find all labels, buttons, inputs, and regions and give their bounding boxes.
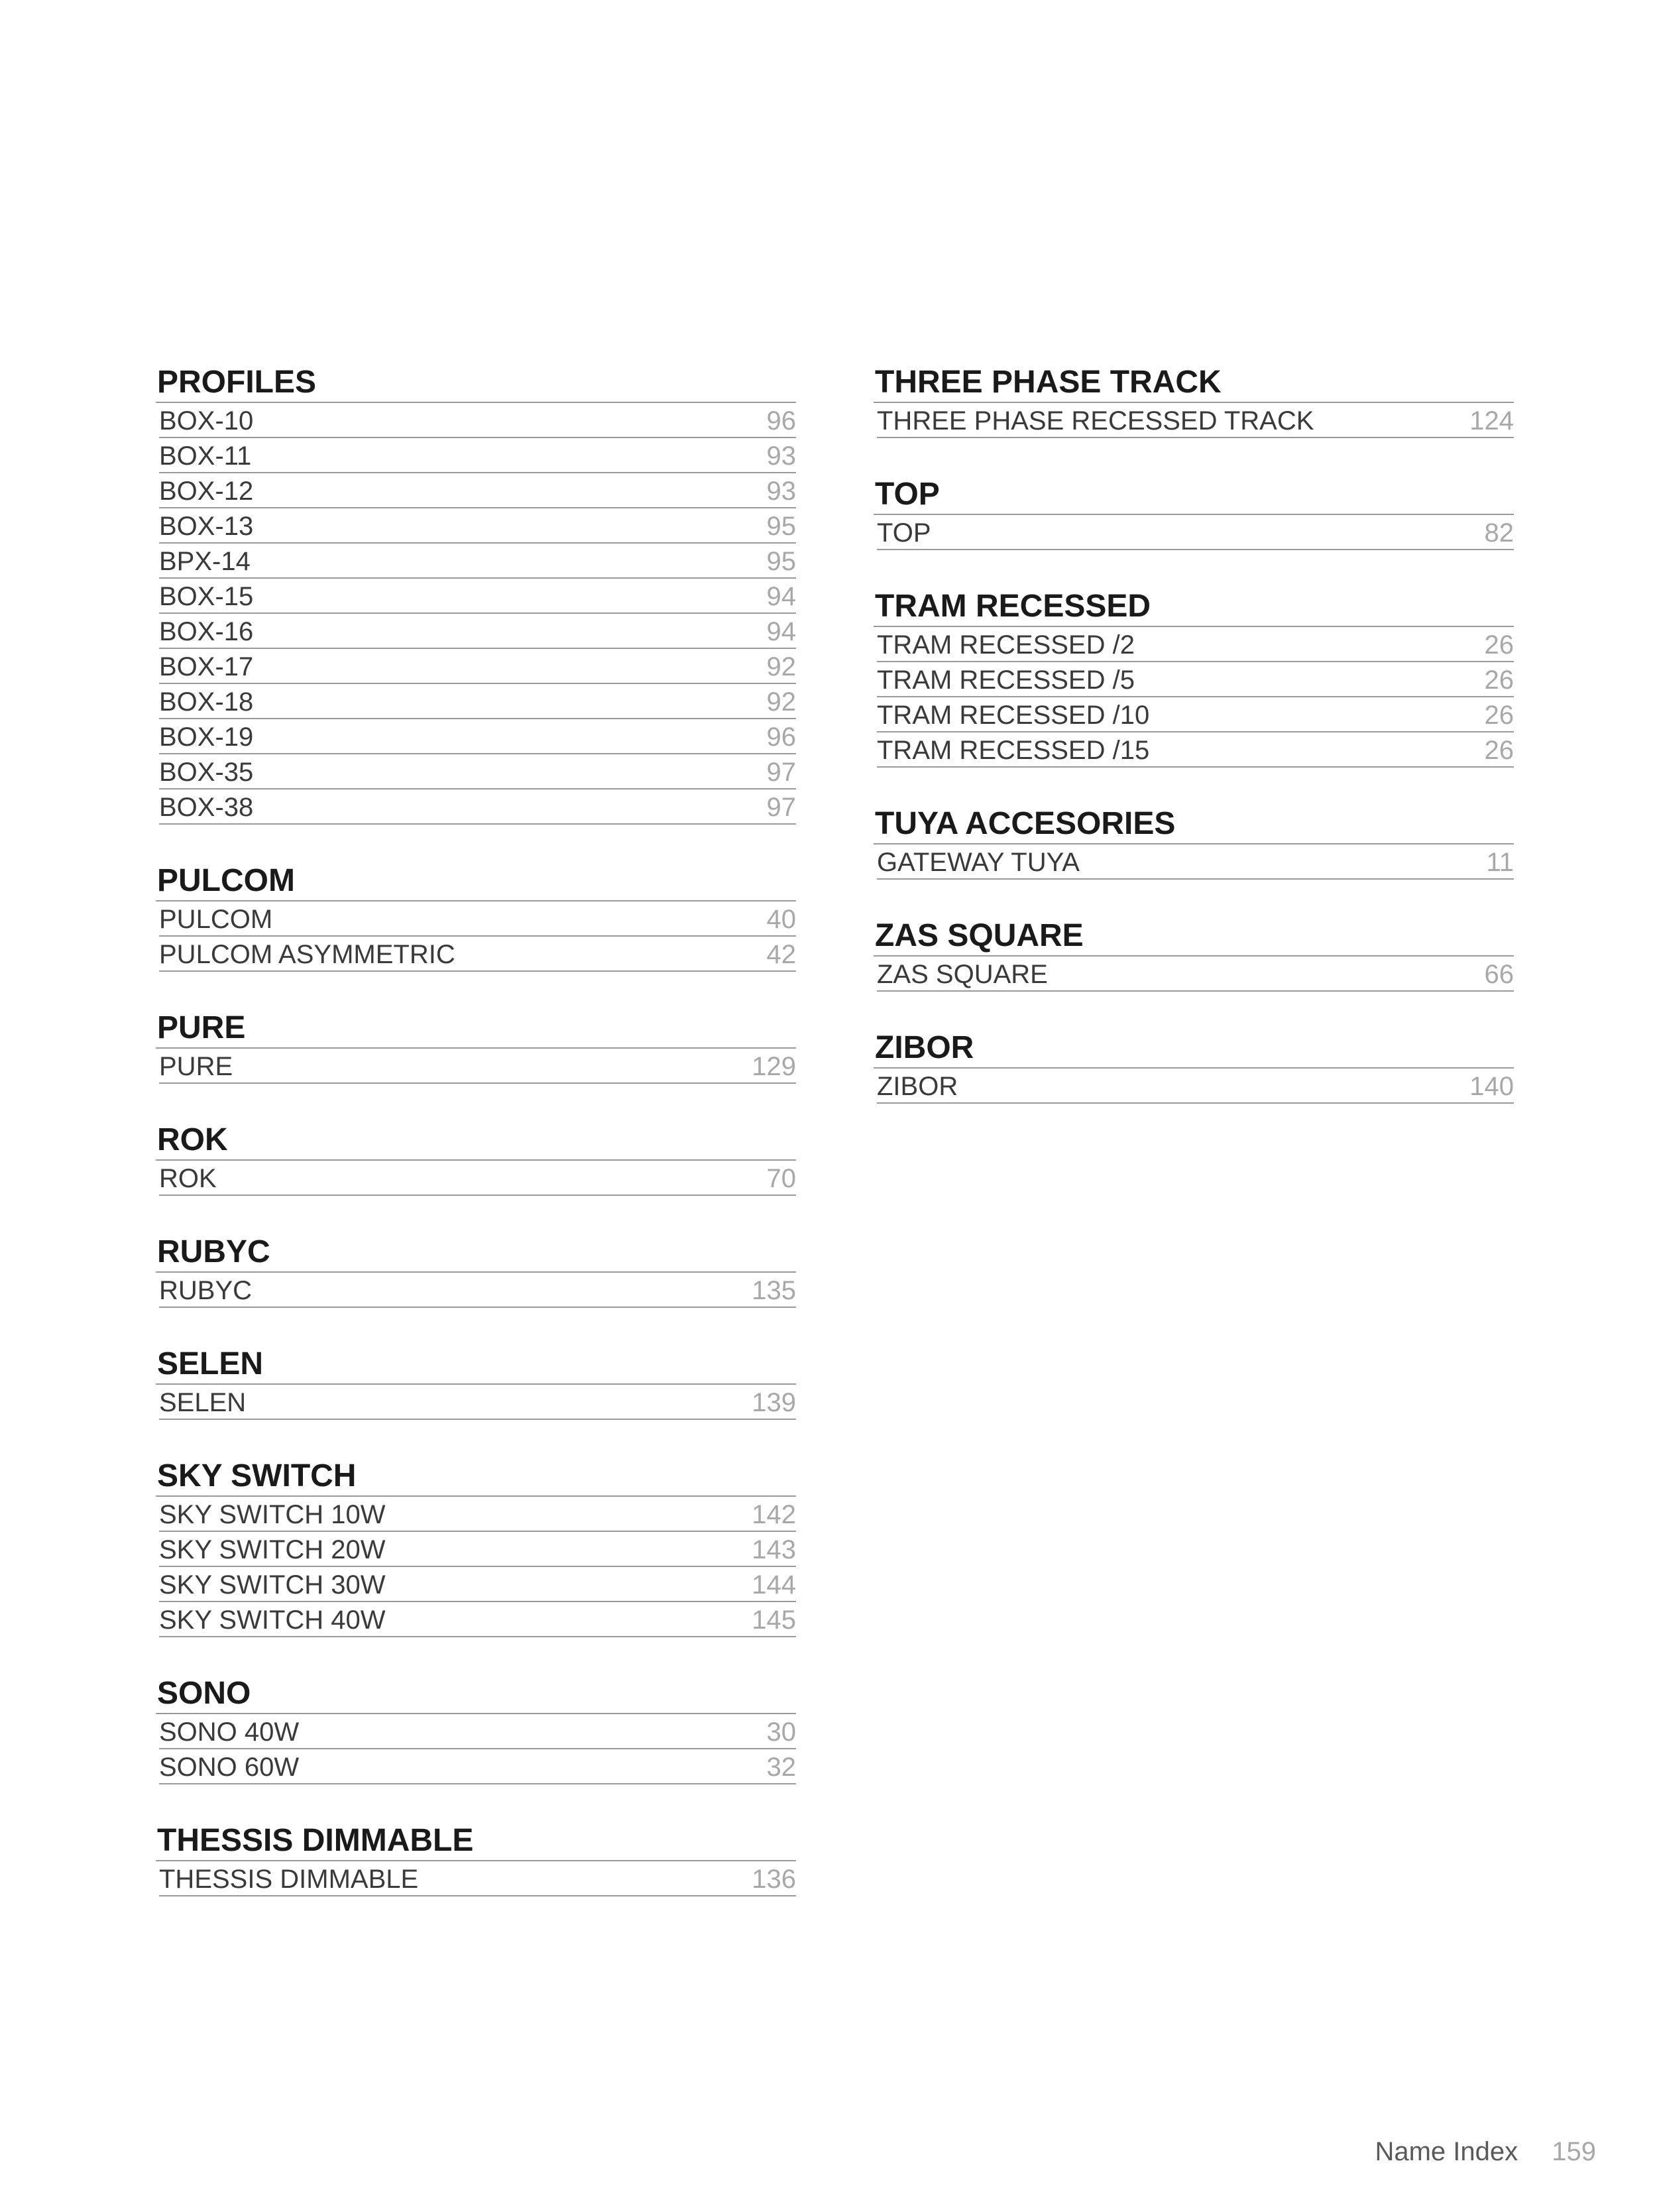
entry-page-number: 142 bbox=[752, 1500, 796, 1529]
page-footer bbox=[1375, 2136, 1596, 2168]
entry-page-number: 26 bbox=[1484, 666, 1514, 695]
index-entry bbox=[159, 1567, 796, 1602]
entry-page-number: 11 bbox=[1486, 848, 1514, 877]
entry-name: SONO 60W bbox=[159, 1753, 300, 1782]
index-entry bbox=[159, 1602, 796, 1637]
entry-page-number: 42 bbox=[766, 940, 796, 969]
index-group-rubyc bbox=[156, 1233, 796, 1308]
index-entry bbox=[159, 1714, 796, 1749]
section-label: Name Index bbox=[1375, 2137, 1518, 2166]
index-group-sky-switch bbox=[156, 1457, 796, 1637]
index-entry bbox=[159, 649, 796, 684]
entry-name: SKY SWITCH 10W bbox=[159, 1500, 386, 1529]
index-entry bbox=[159, 902, 796, 937]
index-entry bbox=[877, 515, 1514, 550]
index-entry bbox=[159, 1749, 796, 1784]
index-group-profiles bbox=[156, 363, 796, 825]
index-entry bbox=[159, 438, 796, 473]
entry-page-number: 26 bbox=[1484, 701, 1514, 730]
entry-name: BPX-14 bbox=[159, 547, 251, 576]
entry-name: BOX-12 bbox=[159, 477, 254, 506]
index-entry bbox=[159, 403, 796, 438]
entry-name: GATEWAY TUYA bbox=[877, 848, 1080, 877]
entry-page-number: 139 bbox=[752, 1388, 796, 1417]
entry-page-number: 96 bbox=[766, 406, 796, 436]
entry-page-number: 95 bbox=[766, 547, 796, 576]
entry-page-number: 82 bbox=[1484, 518, 1514, 548]
index-entry bbox=[877, 844, 1514, 880]
entry-name: ZIBOR bbox=[877, 1072, 958, 1101]
group-heading: ZIBOR bbox=[874, 1029, 1514, 1069]
entry-name: BOX-19 bbox=[159, 723, 254, 752]
index-group-rok bbox=[156, 1121, 796, 1196]
group-heading: PULCOM bbox=[156, 862, 796, 902]
entry-name: BOX-17 bbox=[159, 652, 254, 681]
index-group-zas-square bbox=[874, 917, 1514, 992]
entry-name: TRAM RECESSED /5 bbox=[877, 666, 1135, 695]
entry-name: BOX-13 bbox=[159, 512, 254, 541]
entry-page-number: 97 bbox=[766, 758, 796, 787]
entry-name: TRAM RECESSED /2 bbox=[877, 630, 1135, 660]
entry-page-number: 70 bbox=[766, 1164, 796, 1193]
index-entry bbox=[159, 789, 796, 825]
group-heading: PURE bbox=[156, 1009, 796, 1049]
group-heading: ZAS SQUARE bbox=[874, 917, 1514, 957]
entry-page-number: 136 bbox=[752, 1865, 796, 1894]
entry-name: BOX-35 bbox=[159, 758, 254, 787]
index-entry bbox=[159, 1497, 796, 1532]
index-group-tuya-accesories bbox=[874, 805, 1514, 880]
entry-name: THESSIS DIMMABLE bbox=[159, 1865, 419, 1894]
entry-page-number: 26 bbox=[1484, 630, 1514, 660]
index-group-sono bbox=[156, 1674, 796, 1784]
entry-name: PULCOM bbox=[159, 905, 273, 934]
entry-page-number: 32 bbox=[766, 1753, 796, 1782]
entry-name: BOX-38 bbox=[159, 793, 254, 822]
index-entry bbox=[159, 937, 796, 972]
index-entry bbox=[877, 403, 1514, 438]
entry-page-number: 97 bbox=[766, 793, 796, 822]
entry-name: THREE PHASE RECESSED TRACK bbox=[877, 406, 1314, 436]
index-entry bbox=[877, 957, 1514, 992]
index-entry bbox=[877, 732, 1514, 768]
index-entry bbox=[159, 754, 796, 789]
entry-name: SONO 40W bbox=[159, 1717, 300, 1747]
group-heading: TUYA ACCESORIES bbox=[874, 805, 1514, 844]
index-group-three-phase-track bbox=[874, 363, 1514, 438]
page-number: 159 bbox=[1552, 2137, 1596, 2166]
entry-name: ROK bbox=[159, 1164, 217, 1193]
entry-name: BOX-18 bbox=[159, 687, 254, 717]
index-group-zibor bbox=[874, 1029, 1514, 1104]
index-entry bbox=[159, 1532, 796, 1567]
entry-page-number: 96 bbox=[766, 723, 796, 752]
entry-page-number: 92 bbox=[766, 687, 796, 717]
group-heading: SELEN bbox=[156, 1345, 796, 1385]
entry-page-number: 92 bbox=[766, 652, 796, 681]
entry-page-number: 30 bbox=[766, 1717, 796, 1747]
index-group-thessis-dimmable bbox=[156, 1822, 796, 1896]
group-heading: SONO bbox=[156, 1674, 796, 1714]
group-heading: SKY SWITCH bbox=[156, 1457, 796, 1497]
entry-name: BOX-11 bbox=[159, 441, 252, 471]
entry-page-number: 40 bbox=[766, 905, 796, 934]
entry-page-number: 124 bbox=[1469, 406, 1514, 436]
entry-name: TOP bbox=[877, 518, 931, 548]
entry-page-number: 145 bbox=[752, 1605, 796, 1635]
index-entry bbox=[159, 544, 796, 579]
entry-name: SELEN bbox=[159, 1388, 247, 1417]
entry-page-number: 129 bbox=[752, 1052, 796, 1081]
entry-name: RUBYC bbox=[159, 1276, 253, 1305]
entry-page-number: 143 bbox=[752, 1535, 796, 1564]
entry-name: PURE bbox=[159, 1052, 233, 1081]
group-heading: TRAM RECESSED bbox=[874, 587, 1514, 627]
entry-name: SKY SWITCH 20W bbox=[159, 1535, 386, 1564]
entry-name: SKY SWITCH 30W bbox=[159, 1570, 386, 1600]
entry-name: BOX-15 bbox=[159, 582, 254, 611]
index-entry bbox=[159, 508, 796, 544]
index-group-selen bbox=[156, 1345, 796, 1420]
entry-name: PULCOM ASYMMETRIC bbox=[159, 940, 455, 969]
entry-page-number: 94 bbox=[766, 617, 796, 646]
entry-page-number: 95 bbox=[766, 512, 796, 541]
entry-page-number: 135 bbox=[752, 1276, 796, 1305]
index-entry bbox=[159, 579, 796, 614]
group-heading: TOP bbox=[874, 475, 1514, 515]
group-heading: PROFILES bbox=[156, 363, 796, 403]
entry-page-number: 94 bbox=[766, 582, 796, 611]
index-entry bbox=[159, 1049, 796, 1084]
index-entry bbox=[877, 697, 1514, 732]
index-entry bbox=[877, 662, 1514, 697]
index-group-pure bbox=[156, 1009, 796, 1084]
entry-page-number: 93 bbox=[766, 441, 796, 471]
index-column-left bbox=[156, 363, 796, 1934]
entry-name: TRAM RECESSED /15 bbox=[877, 736, 1150, 765]
index-group-tram-recessed bbox=[874, 587, 1514, 768]
index-entry bbox=[877, 627, 1514, 662]
index-entry bbox=[159, 614, 796, 649]
group-heading: THESSIS DIMMABLE bbox=[156, 1822, 796, 1861]
entry-name: ZAS SQUARE bbox=[877, 960, 1048, 989]
group-heading: ROK bbox=[156, 1121, 796, 1161]
entry-page-number: 144 bbox=[752, 1570, 796, 1600]
entry-page-number: 66 bbox=[1484, 960, 1514, 989]
group-heading: RUBYC bbox=[156, 1233, 796, 1273]
index-entry bbox=[159, 1385, 796, 1420]
index-group-top bbox=[874, 475, 1514, 550]
entry-name: BOX-10 bbox=[159, 406, 254, 436]
index-column-right bbox=[874, 363, 1514, 1141]
index-entry bbox=[877, 1069, 1514, 1104]
index-entry bbox=[159, 1861, 796, 1896]
index-entry bbox=[159, 1273, 796, 1308]
entry-page-number: 93 bbox=[766, 477, 796, 506]
entry-name: SKY SWITCH 40W bbox=[159, 1605, 386, 1635]
entry-name: BOX-16 bbox=[159, 617, 254, 646]
entry-page-number: 140 bbox=[1469, 1072, 1514, 1101]
group-heading: THREE PHASE TRACK bbox=[874, 363, 1514, 403]
index-group-pulcom bbox=[156, 862, 796, 972]
index-entry bbox=[159, 719, 796, 754]
index-entry bbox=[159, 1161, 796, 1196]
index-entry bbox=[159, 684, 796, 719]
entry-page-number: 26 bbox=[1484, 736, 1514, 765]
entry-name: TRAM RECESSED /10 bbox=[877, 701, 1150, 730]
index-entry bbox=[159, 473, 796, 508]
